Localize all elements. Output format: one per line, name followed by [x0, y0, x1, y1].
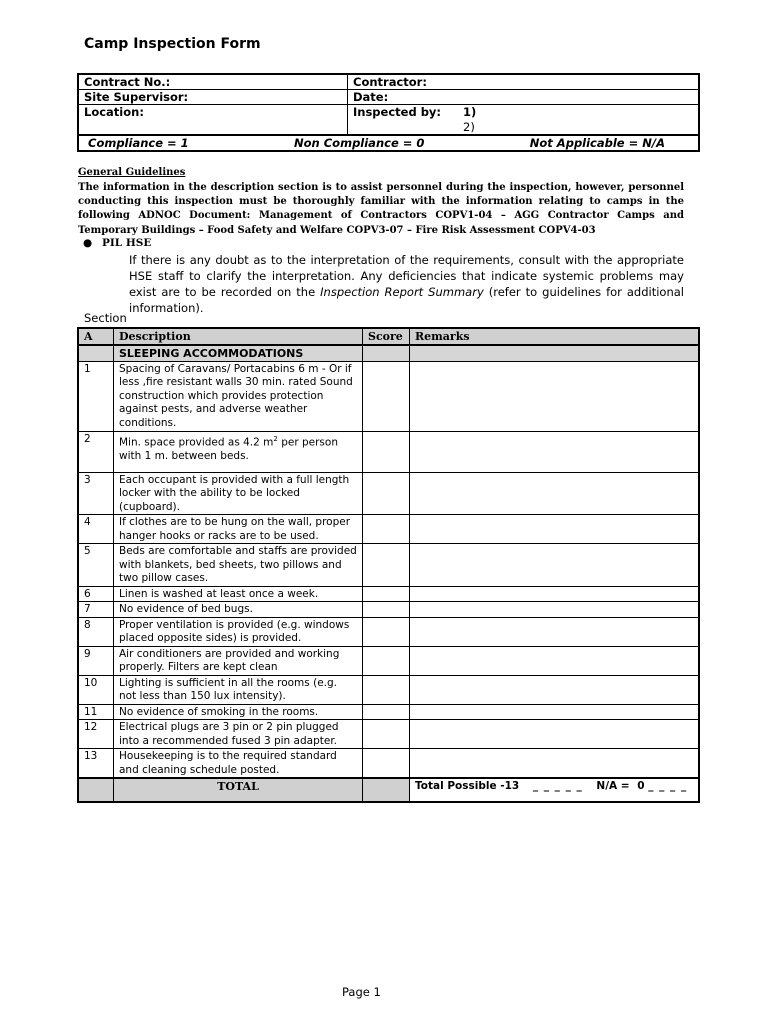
table-row [78, 749, 699, 779]
row-description: Min. space provided as 4.2 $m^2$ per person with 1 m. between beds. [114, 431, 363, 472]
page-number: Page 1 [342, 985, 381, 999]
total-score-blank[interactable]: _ _ _ _ _ [532, 780, 583, 792]
total-row [78, 778, 699, 802]
table-row [78, 515, 699, 544]
remarks-cell[interactable] [410, 646, 700, 675]
row-number: 5 [78, 544, 114, 587]
remarks-cell[interactable] [410, 704, 700, 720]
site-supervisor-field[interactable] [78, 90, 348, 105]
inspection-report-summary-ref: Inspection Report Summary [320, 285, 484, 299]
remarks-cell[interactable] [410, 472, 700, 515]
row-number: 11 [78, 704, 114, 720]
remarks-cell[interactable] [410, 675, 700, 704]
score-cell[interactable] [363, 646, 410, 675]
remarks-cell[interactable] [410, 602, 700, 618]
row-description: Linen is washed at least once a week. [114, 586, 363, 602]
row-description: Each occupant is provided with a full length locker with the ability to be locked (cupboard). [114, 472, 363, 515]
guidelines-body: The information in the description section is to assist personnel during the inspection, however, personnel conducting this inspection must be thoroughly familiar with the information relating to camps in the following ADNOC Document: Management of Contractors COPV1-04 – AGG Contractor Camps and Temporary Buildings – Food Safety and Welfare COPV3-07 – Fire Risk Assessment COPV4-03 [78, 182, 684, 236]
row-description: If clothes are to be hung on the wall, proper hanger hooks or racks are to be used. [114, 515, 363, 544]
form-title: Camp Inspection Form [84, 36, 261, 52]
row-description: Beds are comfortable and staffs are provided with blankets, bed sheets, two pillows and two pillow cases. [114, 544, 363, 587]
guidelines-heading: General Guidelines [78, 167, 186, 178]
score-cell[interactable] [363, 361, 410, 431]
row-description: Air conditioners are provided and working properly. Filters are kept clean [114, 646, 363, 675]
date-field[interactable] [348, 90, 700, 105]
total-score-cell[interactable] [363, 778, 410, 802]
inspector-2-label: 2) [463, 120, 475, 134]
contractor-label: Contractor: [353, 75, 427, 89]
row-description: Electrical plugs are 3 pin or 2 pin plugged into a recommended fused 3 pin adapter. [114, 720, 363, 749]
location-field[interactable] [78, 105, 348, 136]
table-row [78, 646, 699, 675]
row-description: Lighting is sufficient in all the rooms (e.g. not less than 150 lux intensity). [114, 675, 363, 704]
row-number: 3 [78, 472, 114, 515]
remarks-cell[interactable] [410, 586, 700, 602]
row-description: Housekeeping is to the required standard and cleaning schedule posted. [114, 749, 363, 779]
score-cell[interactable] [363, 515, 410, 544]
row-description: No evidence of bed bugs. [114, 602, 363, 618]
score-cell[interactable] [363, 617, 410, 646]
row-number: 13 [78, 749, 114, 779]
row-description: Spacing of Caravans/ Portacabins 6 m - Or if less ,fire resistant walls 30 min. rated Sound construction which provides protection against pests, and adverse weather conditions. [114, 361, 363, 431]
table-row [78, 472, 699, 515]
score-cell[interactable] [363, 675, 410, 704]
table-row [78, 675, 699, 704]
row-number: 6 [78, 586, 114, 602]
score-cell[interactable] [363, 431, 410, 472]
remarks-cell[interactable] [410, 720, 700, 749]
remarks-cell[interactable] [410, 617, 700, 646]
scoring-legend [84, 136, 693, 150]
table-row [78, 617, 699, 646]
date-label: Date: [353, 90, 389, 104]
table-row [78, 586, 699, 602]
row-description: Proper ventilation is provided (e.g. windows placed opposite sides) is provided. [114, 617, 363, 646]
remarks-cell[interactable] [410, 361, 700, 431]
contract-no-field[interactable] [78, 74, 348, 90]
score-cell[interactable] [363, 704, 410, 720]
remarks-cell[interactable] [410, 515, 700, 544]
row-number: 12 [78, 720, 114, 749]
row-number: 7 [78, 602, 114, 618]
subheading-sleeping-accommodations: SLEEPING ACCOMMODATIONS [114, 345, 363, 361]
table-row [78, 431, 699, 472]
total-summary [410, 778, 700, 802]
inspection-table [77, 327, 700, 803]
na-value[interactable]: 0 [637, 780, 645, 792]
na-blank[interactable]: _ _ _ _ [648, 780, 688, 792]
row-number: 10 [78, 675, 114, 704]
total-possible-label: Total Possible -13 [415, 780, 520, 792]
pil-hse-bullet [83, 237, 151, 249]
contract-no-label: Contract No.: [84, 75, 171, 89]
score-cell[interactable] [363, 472, 410, 515]
compliance-legend: Compliance = 1 [88, 136, 189, 150]
inspected-by-label: Inspected by: [353, 105, 442, 119]
row-number: 8 [78, 617, 114, 646]
score-cell[interactable] [363, 586, 410, 602]
site-supervisor-label: Site Supervisor: [84, 90, 189, 104]
score-cell[interactable] [363, 720, 410, 749]
total-label: TOTAL [114, 778, 363, 802]
note-text-2: (refer to guidelines for additional information). [129, 285, 684, 315]
remarks-cell[interactable] [410, 544, 700, 587]
section-label: Section [84, 311, 127, 325]
remarks-cell[interactable] [410, 749, 700, 779]
form-info-table [77, 73, 700, 152]
table-row [78, 602, 699, 618]
guidelines-note [129, 252, 684, 316]
inspected-by-field[interactable] [348, 105, 700, 136]
row-number: 2 [78, 431, 114, 472]
pil-hse-label: PIL HSE [102, 237, 152, 249]
location-label: Location: [84, 105, 144, 119]
table-row [78, 361, 699, 431]
inspector-1-label: 1) [463, 105, 477, 119]
header-description: Description [114, 328, 363, 345]
not-applicable-legend: Not Applicable = N/A [529, 136, 665, 150]
table-row [78, 704, 699, 720]
note-text-1: If there is any doubt as to the interpretation of the requirements, consult with the appropriate HSE staff to clarify the interpretation. Any deficiencies that indicate systemic problems may exist are to be recorded on the [129, 253, 684, 299]
contractor-field[interactable] [348, 74, 700, 90]
table-row [78, 720, 699, 749]
header-remarks: Remarks [410, 328, 700, 345]
header-section-a: A [78, 328, 114, 345]
table-row [78, 544, 699, 587]
score-cell[interactable] [363, 544, 410, 587]
na-label: N/A = [596, 780, 630, 792]
non-compliance-legend: Non Compliance = 0 [294, 136, 425, 150]
row-number: 4 [78, 515, 114, 544]
remarks-cell[interactable] [410, 431, 700, 472]
header-score: Score [363, 328, 410, 345]
score-cell[interactable] [363, 749, 410, 779]
row-number: 1 [78, 361, 114, 431]
bullet-icon: ● [83, 237, 93, 249]
row-number: 9 [78, 646, 114, 675]
row-description: No evidence of smoking in the rooms. [114, 704, 363, 720]
score-cell[interactable] [363, 602, 410, 618]
